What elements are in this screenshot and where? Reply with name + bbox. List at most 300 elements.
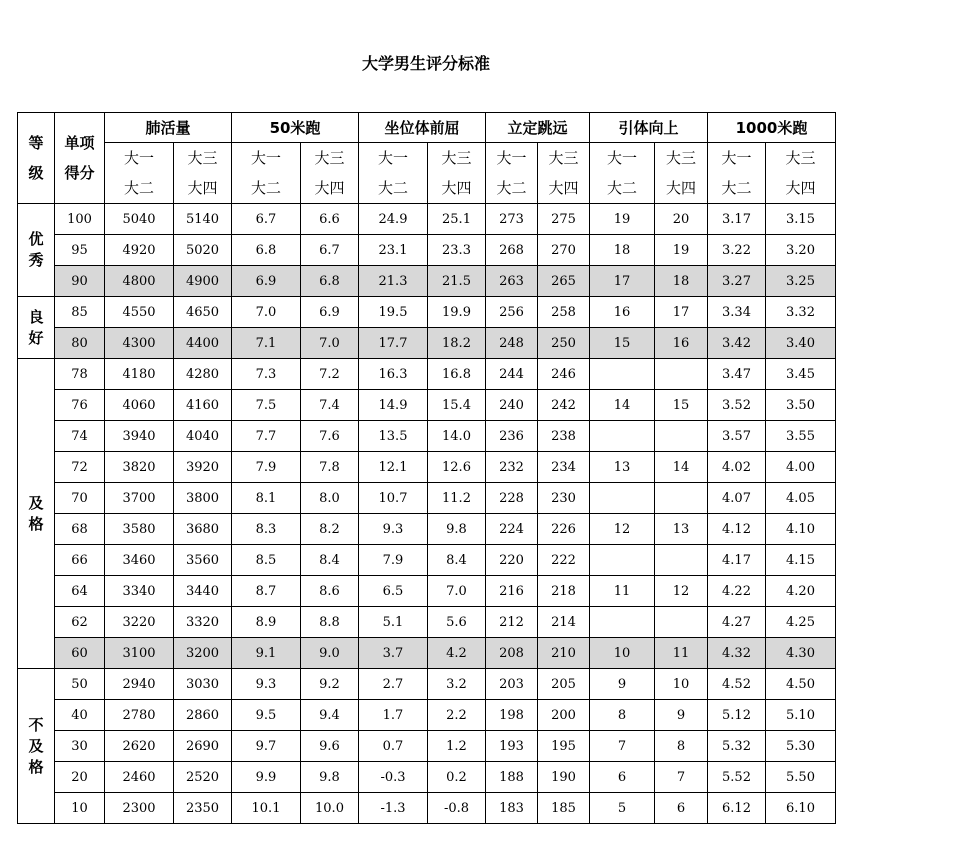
value-cell: 4.05 [766,483,836,514]
value-cell: 232 [486,452,538,483]
score-cell: 10 [55,793,105,824]
value-cell: 18 [655,266,708,297]
value-cell: 4650 [174,297,232,328]
value-cell: 3220 [105,607,174,638]
score-cell: 62 [55,607,105,638]
value-cell: 18.2 [428,328,486,359]
value-cell [590,545,655,576]
value-cell: 4.30 [766,638,836,669]
value-cell: 2300 [105,793,174,824]
subheader-year-3-4: 大三 大四 [174,143,232,204]
table-row [18,793,836,824]
table-row [18,669,836,700]
score-cell: 64 [55,576,105,607]
value-cell: 3.22 [708,235,766,266]
value-cell: 216 [486,576,538,607]
value-cell: 6.12 [708,793,766,824]
value-cell: 208 [486,638,538,669]
value-cell: 4.2 [428,638,486,669]
value-cell: 15 [655,390,708,421]
value-cell: 4.17 [708,545,766,576]
value-cell: 270 [538,235,590,266]
value-cell: 6 [590,762,655,793]
value-cell: 17.7 [359,328,428,359]
value-cell: 2350 [174,793,232,824]
value-cell: 3.7 [359,638,428,669]
category-header: 坐位体前屈 [359,113,486,143]
value-cell: 4.10 [766,514,836,545]
page-title: 大学男生评分标准 [361,54,490,73]
table-row [18,762,836,793]
value-cell: 7.6 [301,421,359,452]
value-cell: 4550 [105,297,174,328]
value-cell: 6.5 [359,576,428,607]
value-cell: 10 [655,669,708,700]
value-cell: 198 [486,700,538,731]
subheader-year-3-4: 大三 大四 [301,143,359,204]
value-cell: 4.25 [766,607,836,638]
value-cell: 3.50 [766,390,836,421]
table-row [18,328,836,359]
value-cell: 3800 [174,483,232,514]
category-header: 50米跑 [232,113,359,143]
value-cell: 7.1 [232,328,301,359]
subheader-year-3-4: 大三 大四 [766,143,836,204]
value-cell: 228 [486,483,538,514]
value-cell: 3.25 [766,266,836,297]
value-cell: 2780 [105,700,174,731]
grade-group-label: 良 好 [18,297,55,359]
table-row [18,204,836,235]
value-cell: 7.0 [232,297,301,328]
value-cell: 6.6 [301,204,359,235]
value-cell: 190 [538,762,590,793]
score-cell: 50 [55,669,105,700]
value-cell: 250 [538,328,590,359]
value-cell: 2460 [105,762,174,793]
subheader-year-1-2: 大一 大二 [105,143,174,204]
value-cell: 238 [538,421,590,452]
table-row [18,576,836,607]
subheader-row [18,143,836,204]
value-cell: 210 [538,638,590,669]
value-cell [655,607,708,638]
value-cell: 19.9 [428,297,486,328]
value-cell: 3.27 [708,266,766,297]
value-cell: -1.3 [359,793,428,824]
value-cell: 23.3 [428,235,486,266]
value-cell: 2940 [105,669,174,700]
value-cell: 10.1 [232,793,301,824]
value-cell: 6.8 [301,266,359,297]
value-cell: 12.1 [359,452,428,483]
value-cell: 4.07 [708,483,766,514]
value-cell: 14.9 [359,390,428,421]
value-cell: 16.3 [359,359,428,390]
score-header-label: 单项 得分 [64,134,95,182]
score-cell: 20 [55,762,105,793]
value-cell: 6.10 [766,793,836,824]
value-cell: 185 [538,793,590,824]
value-cell: 4920 [105,235,174,266]
value-cell: 8.4 [301,545,359,576]
value-cell: 236 [486,421,538,452]
value-cell: 6.9 [301,297,359,328]
table-row [18,390,836,421]
value-cell: 8.3 [232,514,301,545]
value-cell: 10.0 [301,793,359,824]
value-cell: 3.42 [708,328,766,359]
value-cell: 3.52 [708,390,766,421]
value-cell: 15.4 [428,390,486,421]
score-standard-table [17,112,836,824]
value-cell: 4.50 [766,669,836,700]
value-cell: 6 [655,793,708,824]
table-row [18,638,836,669]
value-cell: 14.0 [428,421,486,452]
score-cell: 40 [55,700,105,731]
value-cell: 244 [486,359,538,390]
score-cell: 80 [55,328,105,359]
score-cell: 66 [55,545,105,576]
subheader-year-1-2: 大一 大二 [708,143,766,204]
value-cell: 6.7 [301,235,359,266]
value-cell: 8 [655,731,708,762]
value-cell: 6.7 [232,204,301,235]
value-cell: 2.7 [359,669,428,700]
value-cell: 4.00 [766,452,836,483]
value-cell: 9 [655,700,708,731]
value-cell: 3.45 [766,359,836,390]
value-cell: 19 [655,235,708,266]
value-cell: 21.3 [359,266,428,297]
value-cell: 3920 [174,452,232,483]
value-cell: 0.2 [428,762,486,793]
value-cell: 3460 [105,545,174,576]
value-cell: 218 [538,576,590,607]
table-row [18,731,836,762]
value-cell: 234 [538,452,590,483]
value-cell: 19 [590,204,655,235]
value-cell: 3700 [105,483,174,514]
value-cell: 7.5 [232,390,301,421]
value-cell: 2690 [174,731,232,762]
value-cell: 5.6 [428,607,486,638]
value-cell: 5.52 [708,762,766,793]
value-cell: 263 [486,266,538,297]
grade-header [18,113,55,204]
score-cell: 90 [55,266,105,297]
value-cell: 19.5 [359,297,428,328]
value-cell: 8.0 [301,483,359,514]
score-cell: 76 [55,390,105,421]
table-row [18,235,836,266]
value-cell: 16 [655,328,708,359]
value-cell: 205 [538,669,590,700]
value-cell: 4900 [174,266,232,297]
value-cell: 3.57 [708,421,766,452]
value-cell: 3.32 [766,297,836,328]
value-cell: 9.3 [359,514,428,545]
score-header [55,113,105,204]
table-row [18,266,836,297]
value-cell: 5.30 [766,731,836,762]
value-cell: 3.34 [708,297,766,328]
value-cell: 265 [538,266,590,297]
value-cell: 4.02 [708,452,766,483]
value-cell: 20 [655,204,708,235]
value-cell: 183 [486,793,538,824]
value-cell: 214 [538,607,590,638]
value-cell: 4.27 [708,607,766,638]
value-cell: 16 [590,297,655,328]
value-cell: 9.8 [428,514,486,545]
table-body [18,204,836,824]
value-cell: 14 [655,452,708,483]
value-cell: 5140 [174,204,232,235]
value-cell [590,359,655,390]
value-cell [590,607,655,638]
score-cell: 70 [55,483,105,514]
grade-group-label: 不 及 格 [18,669,55,824]
value-cell: 11.2 [428,483,486,514]
category-header: 引体向上 [590,113,708,143]
value-cell [590,483,655,514]
value-cell: 4.52 [708,669,766,700]
value-cell: 23.1 [359,235,428,266]
value-cell: 258 [538,297,590,328]
value-cell: 5040 [105,204,174,235]
value-cell: 4400 [174,328,232,359]
value-cell: 7.9 [359,545,428,576]
value-cell: 8.1 [232,483,301,514]
value-cell: 9.7 [232,731,301,762]
value-cell: 12.6 [428,452,486,483]
value-cell: 3340 [105,576,174,607]
value-cell [655,421,708,452]
value-cell: 7.7 [232,421,301,452]
value-cell: 3.17 [708,204,766,235]
value-cell: 4.15 [766,545,836,576]
value-cell: 195 [538,731,590,762]
value-cell: 3.20 [766,235,836,266]
value-cell: 2620 [105,731,174,762]
value-cell: 10.7 [359,483,428,514]
value-cell: 4800 [105,266,174,297]
value-cell: 1.2 [428,731,486,762]
score-cell: 85 [55,297,105,328]
value-cell: 8.8 [301,607,359,638]
category-header: 1000米跑 [708,113,836,143]
value-cell: 3030 [174,669,232,700]
value-cell: 248 [486,328,538,359]
score-cell: 30 [55,731,105,762]
value-cell: 3820 [105,452,174,483]
table-row [18,421,836,452]
value-cell: 3940 [105,421,174,452]
value-cell: 275 [538,204,590,235]
value-cell: 9.3 [232,669,301,700]
grade-group-label: 及 格 [18,359,55,669]
value-cell: 7.3 [232,359,301,390]
value-cell: 14 [590,390,655,421]
value-cell: 230 [538,483,590,514]
value-cell: 2520 [174,762,232,793]
score-cell: 78 [55,359,105,390]
value-cell: 8.4 [428,545,486,576]
value-cell: 1.7 [359,700,428,731]
subheader-year-3-4: 大三 大四 [655,143,708,204]
value-cell: 5.10 [766,700,836,731]
value-cell: 10 [590,638,655,669]
value-cell: 9.2 [301,669,359,700]
value-cell: 15 [590,328,655,359]
value-cell: 13.5 [359,421,428,452]
value-cell: 3560 [174,545,232,576]
value-cell: 7.0 [301,328,359,359]
value-cell: 12 [655,576,708,607]
value-cell: 9.9 [232,762,301,793]
value-cell: -0.3 [359,762,428,793]
value-cell: 193 [486,731,538,762]
table-row [18,700,836,731]
score-cell: 68 [55,514,105,545]
value-cell: 9.4 [301,700,359,731]
value-cell: 21.5 [428,266,486,297]
value-cell: 3.47 [708,359,766,390]
value-cell: 18 [590,235,655,266]
value-cell: 222 [538,545,590,576]
value-cell: 8.5 [232,545,301,576]
value-cell: 13 [655,514,708,545]
value-cell: 4.12 [708,514,766,545]
subheader-year-3-4: 大三 大四 [538,143,590,204]
value-cell: 2860 [174,700,232,731]
value-cell: 8.2 [301,514,359,545]
subheader-year-1-2: 大一 大二 [486,143,538,204]
value-cell: 16.8 [428,359,486,390]
value-cell: 7.2 [301,359,359,390]
table-row [18,483,836,514]
value-cell [655,545,708,576]
value-cell: 3.40 [766,328,836,359]
value-cell: 7 [655,762,708,793]
value-cell: 7.9 [232,452,301,483]
value-cell: 11 [590,576,655,607]
value-cell: 9 [590,669,655,700]
value-cell: 4040 [174,421,232,452]
value-cell: 242 [538,390,590,421]
value-cell: 256 [486,297,538,328]
value-cell: 3440 [174,576,232,607]
value-cell: 3100 [105,638,174,669]
value-cell: 8.9 [232,607,301,638]
value-cell: 212 [486,607,538,638]
value-cell: -0.8 [428,793,486,824]
grade-group-label: 优 秀 [18,204,55,297]
value-cell: 0.7 [359,731,428,762]
value-cell: 12 [590,514,655,545]
score-cell: 95 [55,235,105,266]
table-row [18,607,836,638]
value-cell: 3.15 [766,204,836,235]
score-cell: 60 [55,638,105,669]
value-cell: 226 [538,514,590,545]
value-cell: 4060 [105,390,174,421]
value-cell: 6.9 [232,266,301,297]
value-cell: 8.6 [301,576,359,607]
value-cell: 8 [590,700,655,731]
subheader-year-1-2: 大一 大二 [590,143,655,204]
value-cell: 9.1 [232,638,301,669]
value-cell: 6.8 [232,235,301,266]
value-cell: 246 [538,359,590,390]
value-cell: 5.1 [359,607,428,638]
value-cell: 4280 [174,359,232,390]
subheader-year-1-2: 大一 大二 [232,143,301,204]
value-cell: 4.20 [766,576,836,607]
value-cell: 200 [538,700,590,731]
subheader-year-3-4: 大三 大四 [428,143,486,204]
value-cell: 7.8 [301,452,359,483]
value-cell: 2.2 [428,700,486,731]
value-cell: 5.12 [708,700,766,731]
table-row [18,545,836,576]
value-cell: 273 [486,204,538,235]
category-header: 肺活量 [105,113,232,143]
table-row [18,297,836,328]
value-cell: 9.6 [301,731,359,762]
value-cell [655,483,708,514]
value-cell: 3.2 [428,669,486,700]
value-cell: 25.1 [428,204,486,235]
value-cell: 4160 [174,390,232,421]
value-cell: 17 [590,266,655,297]
value-cell: 5.32 [708,731,766,762]
value-cell: 220 [486,545,538,576]
value-cell: 3320 [174,607,232,638]
value-cell: 7.0 [428,576,486,607]
value-cell: 8.7 [232,576,301,607]
score-cell: 100 [55,204,105,235]
value-cell: 240 [486,390,538,421]
value-cell: 5 [590,793,655,824]
table-row [18,359,836,390]
value-cell: 17 [655,297,708,328]
value-cell: 3680 [174,514,232,545]
value-cell: 24.9 [359,204,428,235]
value-cell: 188 [486,762,538,793]
value-cell: 7.4 [301,390,359,421]
value-cell: 4300 [105,328,174,359]
value-cell: 224 [486,514,538,545]
value-cell: 9.0 [301,638,359,669]
value-cell: 4.32 [708,638,766,669]
value-cell: 3.55 [766,421,836,452]
table-row [18,452,836,483]
value-cell [590,421,655,452]
value-cell: 4180 [105,359,174,390]
value-cell [655,359,708,390]
value-cell: 7 [590,731,655,762]
score-cell: 74 [55,421,105,452]
value-cell: 5020 [174,235,232,266]
table-row [18,514,836,545]
value-cell: 9.8 [301,762,359,793]
value-cell: 13 [590,452,655,483]
value-cell: 5.50 [766,762,836,793]
value-cell: 3580 [105,514,174,545]
